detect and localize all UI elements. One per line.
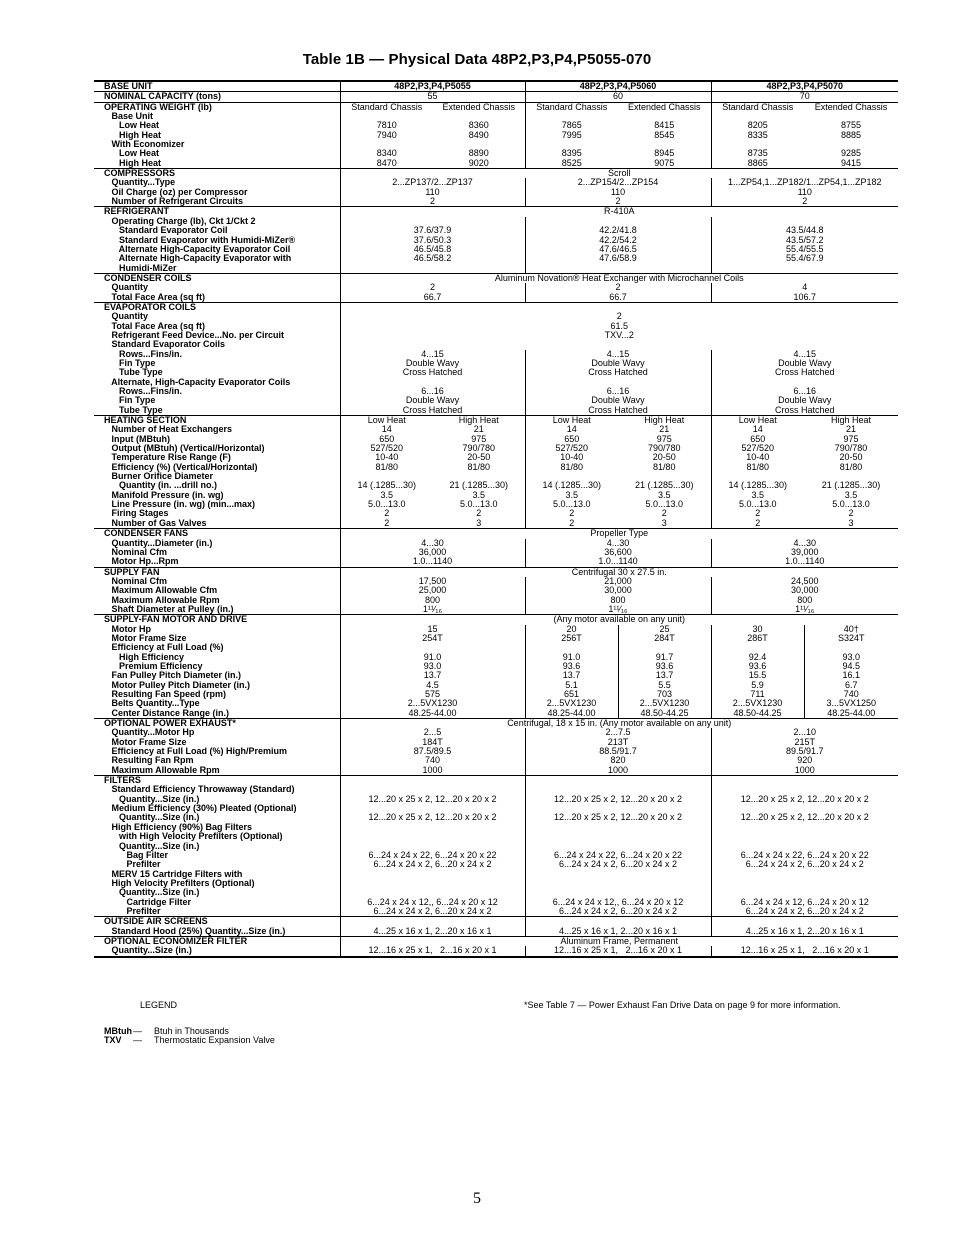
table-row: [94, 917, 898, 937]
row-label: FILTERS Standard Efficiency Throwaway (Standard) Quantity...Size (in.) Medium Efficiency (30%) Pleated (Optional) Quantity...Size (in.) High Efficiency (90%) Bag Filters with High Velocity Prefilters (Optional) Quantity...Size (in.) Bag Filter Prefilter MERV 15 Cartridge Filters with High Velocity Prefilters (Optional) Quantity...Size (in.) Cartridge Filter Prefilter: [94, 776, 340, 917]
unit-value: 12...16 x 25 x 1, 2...16 x 20 x 1: [340, 946, 525, 956]
unit-value: 4...30 39,000 1.0...1140: [711, 539, 898, 568]
unit-value: Standard Chassis 7865 7995 8395 8525: [525, 102, 618, 168]
table-row: [94, 719, 898, 729]
unit-value: 21,000 30,000 800 1¹¹⁄₁₆: [525, 577, 711, 615]
unit-value: 70: [711, 92, 898, 102]
row-label: CONDENSER COILS: [94, 273, 340, 283]
table-title: Table 1B — Physical Data 48P2,P3,P4,P5055-070: [302, 51, 652, 68]
unit-value: 4...25 x 16 x 1, 2...20 x 16 x 1: [711, 917, 898, 937]
row-label: Rows...Fins/in. Fin Type Tube Type Alternate, High-Capacity Evaporator Coils Rows...Fins/in. Fin Type Tube Type: [111, 349, 291, 415]
row-label: BASE UNIT: [94, 81, 340, 92]
unit-value: 42.2/41.8 42.2/54.2 47.6/46.5 47.6/58.9: [525, 217, 711, 274]
unit-value: Low Heat 14 650 527/520 10-40 81/80 14 (.1285...30) 3.5 5.0...13.0 2 2: [525, 416, 618, 529]
table-row: [94, 217, 898, 274]
row-label: Quantity...Size (in.): [94, 946, 340, 956]
spanning-value: Aluminum Novation® Heat Exchanger with Microchannel Coils: [340, 273, 898, 283]
spanning-value: Scroll: [340, 169, 898, 179]
unit-value: 4 106.7: [711, 283, 898, 302]
legend-abbreviation: TXV: [104, 1034, 122, 1045]
row-label: SUPPLY FAN: [94, 567, 340, 577]
table-row: [94, 178, 898, 207]
row-label: Motor Hp Motor Frame Size Efficiency at Full Load (%) High Efficiency Premium Efficiency Fan Pulley Pitch Diameter (in.) Motor Pulley Pitch Diameter (in.) Resulting Fan Speed (rpm) Belts Quantity...Type Center Distance Range (in.): [111, 624, 251, 718]
unit-value: 2 66.7: [525, 283, 711, 302]
unit-value: 2...5 184T 87.5/89.5 740 1000: [340, 728, 525, 775]
row-label: REFRIGERANT: [94, 207, 340, 217]
power-exhaust-footnote: *See Table 7 — Power Exhaust Fan Drive Data on page 9 for more information.: [524, 1000, 841, 1010]
spanning-value: Centrifugal, 18 x 15 in. (Any motor available on any unit): [340, 719, 898, 729]
unit-value: 4...25 x 16 x 1, 2...20 x 16 x 1: [340, 917, 525, 937]
row-label: OUTSIDE AIR SCREENS Standard Hood (25%) Quantity...Size (in.): [94, 917, 340, 937]
row-label: EVAPORATOR COILS Quantity Total Face Area (sq ft) Refrigerant Feed Device...No. per Circuit Standard Evaporator Coils: [94, 302, 340, 349]
unit-value: 4...15 Double Wavy Cross Hatched 6...16 Double Wavy Cross Hatched: [525, 350, 711, 416]
unit-value: 4...30 36,600 1.0...1140: [525, 539, 711, 568]
page-number: 5: [473, 1190, 481, 1207]
row-label: OPERATING WEIGHT (lb) Base Unit Low Heat High Heat With Economizer Low Heat High Heat: [94, 102, 340, 168]
row-label: HEATING SECTION Number of Heat Exchangers Input (MBtuh) Output (MBtuh) (Vertical/Horizontal) Temperature Rise Range (F) Efficiency (%) (Vertical/Horizontal) Burner Orifice Diameter Quantity (in. ...drill no.) Manifold Pressure (in. wg) Line Pressure (in. wg) (min...max) Firing Stages Number of Gas Valves: [94, 416, 340, 529]
table-row: [94, 302, 898, 349]
unit-value: 2...ZP137/2...ZP137 110 2: [340, 178, 525, 207]
unit-value: Low Heat 14 650 527/520 10-40 81/80 14 (.1285...30) 3.5 5.0...13.0 2 2: [711, 416, 804, 529]
unit-value: 30 286T 92.4 93.6 15.5 5.9 711 2...5VX1230 48.50-44.25: [711, 625, 804, 719]
table-row: [94, 577, 898, 615]
spanning-value: Propeller Type: [340, 529, 898, 539]
row-label: COMPRESSORS: [94, 169, 340, 179]
legend-definition: Thermostatic Expansion Valve: [154, 1034, 275, 1045]
legend-abbreviation: MBtuh: [104, 1025, 133, 1036]
table-row: [94, 207, 898, 217]
row-label: Nominal Cfm Maximum Allowable Cfm Maximum Allowable Rpm Shaft Diameter at Pulley (in.): [111, 576, 234, 614]
unit-value: 12...16 x 25 x 1, 2...16 x 20 x 1: [711, 946, 898, 956]
unit-value: 2...10 215T 89.5/91.7 920 1000: [711, 728, 898, 775]
row-label: Quantity...Type Oil Charge (oz) per Compressor Number of Refrigerant Circuits: [111, 178, 248, 207]
unit-value: 12...20 x 25 x 2, 12...20 x 20 x 2 12...20 x 25 x 2, 12...20 x 20 x 2 6...24 x 24 x 22, 6...24 x 20 x 22 6...24 x 24 x 2, 6...20 x 24 x 2 6...24 x 24 x 12,, 6...24 x 20 x 12 6...24 x 24 x 2, 6...20 x 24 x 2: [525, 776, 711, 917]
table-row: [94, 81, 898, 92]
table-row: [94, 539, 898, 568]
unit-value: Low Heat 14 650 527/520 10-40 81/80 14 (.1285...30) 3.5 5.0...13.0 2 2: [340, 416, 433, 529]
table-row: [94, 529, 898, 539]
unit-value: 12...20 x 25 x 2, 12...20 x 20 x 2 12...20 x 25 x 2, 12...20 x 20 x 2 6...24 x 24 x 22, 6...24 x 20 x 22 6...24 x 24 x 2, 6...20 x 24 x 2 6...24 x 24 x 12, 6...24 x 20 x 12 6...24 x 24 x 2, 6...20 x 24 x 2: [711, 776, 898, 917]
unit-value: 4...30 36,000 1.0...1140: [340, 539, 525, 568]
spanning-value: (Any motor available on any unit): [340, 615, 898, 625]
table-row: [94, 92, 898, 102]
legend-item-txv: [94, 1026, 275, 1055]
row-label: SUPPLY-FAN MOTOR AND DRIVE: [94, 615, 340, 625]
legend-dash: —: [133, 1025, 143, 1036]
table-row: [94, 350, 898, 416]
unit-value: Extended Chassis 8360 8490 8890 9020: [433, 102, 525, 168]
spanning-value: 2 61.5 TXV...2: [340, 302, 898, 349]
unit-value: 4...15 Double Wavy Cross Hatched 6...16 Double Wavy Cross Hatched: [340, 350, 525, 416]
unit-value: Standard Chassis 7810 7940 8340 8470: [340, 102, 433, 168]
unit-value: 15 254T 91.0 93.0 13.7 4.5 575 2...5VX1230 48.25-44.00: [340, 625, 525, 719]
unit-value: 25 284T 91.7 93.6 13.7 5.5 703 2...5VX1230 48.50-44.25: [618, 625, 711, 719]
spanning-value: Aluminum Frame, Permanent: [340, 936, 898, 946]
spanning-value: Centrifugal 30 x 27.5 in.: [340, 567, 898, 577]
table-row: [94, 615, 898, 625]
unit-value: Extended Chassis 8755 8885 9285 9415: [804, 102, 898, 168]
unit-value: High Heat 21 975 790/780 20-50 81/80 21 (.1285...30) 3.5 5.0...13.0 2 3: [433, 416, 525, 529]
unit-value: 2 66.7: [340, 283, 525, 302]
table-row: [94, 273, 898, 283]
unit-value: 12...16 x 25 x 1, 2...16 x 20 x 1: [525, 946, 711, 956]
unit-value: 4...15 Double Wavy Cross Hatched 6...16 Double Wavy Cross Hatched: [711, 350, 898, 416]
table-row: [94, 728, 898, 775]
unit-value: 1...ZP54,1...ZP182/1...ZP54,1...ZP182 110 2: [711, 178, 898, 207]
row-label: OPTIONAL ECONOMIZER FILTER: [94, 936, 340, 946]
unit-value: 60: [525, 92, 711, 102]
physical-data-table: [94, 80, 898, 958]
unit-value: 4...25 x 16 x 1, 2...20 x 16 x 1: [525, 917, 711, 937]
unit-value: 2...7.5 213T 88.5/91.7 820 1000: [525, 728, 711, 775]
table-row: [94, 625, 898, 719]
unit-value: 43.5/44.8 43.5/57.2 55.4/55.5 55.4/67.9: [711, 217, 898, 274]
unit-value: 24,500 30,000 800 1¹¹⁄₁₆: [711, 577, 898, 615]
unit-value: 55: [340, 92, 525, 102]
unit-value: 2...ZP154/2...ZP154 110 2: [525, 178, 711, 207]
unit-value: 37.6/37.9 37.6/50.3 46.5/45.8 46.5/58.2: [340, 217, 525, 274]
unit-value: 40† S324T 93.0 94.5 16.1 6.7 740 3...5VX1250 48.25-44.00: [804, 625, 898, 719]
row-label: CONDENSER FANS: [94, 529, 340, 539]
unit-value: Standard Chassis 8205 8335 8735 8865: [711, 102, 804, 168]
table-row: [94, 283, 898, 302]
row-label: Quantity Total Face Area (sq ft): [111, 283, 206, 302]
row-label: Operating Charge (lb), Ckt 1/Ckt 2 Standard Evaporator Coil Standard Evaporator with Humidi-MiZer® Alternate High-Capacity Evaporator Coil Alternate High-Capacity Evaporator with Humidi-MiZer: [111, 216, 296, 273]
legend-title: LEGEND: [140, 1000, 178, 1010]
unit-value: Extended Chassis 8415 8545 8945 9075: [618, 102, 711, 168]
unit-value: 12...20 x 25 x 2, 12...20 x 20 x 2 12...20 x 25 x 2, 12...20 x 20 x 2 6...24 x 24 x 22, 6...24 x 20 x 22 6...24 x 24 x 2, 6...20 x 24 x 2 6...24 x 24 x 12,, 6...24 x 20 x 12 6...24 x 24 x 2, 6...20 x 24 x 2: [340, 776, 525, 917]
unit-value: High Heat 21 975 790/780 20-50 81/80 21 (.1285...30) 3.5 5.0...13.0 2 3: [804, 416, 898, 529]
table-row: [94, 946, 898, 956]
row-label: Quantity...Motor Hp Motor Frame Size Efficiency at Full Load (%) High/Premium Resulting Fan Rpm Maximum Allowable Rpm: [111, 728, 288, 775]
legend-definition: Btuh in Thousands: [154, 1025, 229, 1036]
unit-value: 20 256T 91.0 93.6 13.7 5.1 651 2...5VX1230 48.25-44.00: [525, 625, 618, 719]
unit-value: 17,500 25,000 800 1¹¹⁄₁₆: [340, 577, 525, 615]
unit-value: High Heat 21 975 790/780 20-50 81/80 21 (.1285...30) 3.5 5.0...13.0 2 3: [618, 416, 711, 529]
legend-dash: —: [133, 1034, 143, 1045]
table-row: [94, 776, 898, 917]
unit-value: 48P2,P3,P4,P5055: [340, 81, 525, 92]
spanning-value: R-410A: [340, 207, 898, 217]
table-row: [94, 102, 898, 168]
unit-value: 48P2,P3,P4,P5060: [525, 81, 711, 92]
unit-value: 48P2,P3,P4,P5070: [711, 81, 898, 92]
row-label: OPTIONAL POWER EXHAUST*: [94, 719, 340, 729]
row-label: NOMINAL CAPACITY (tons): [94, 92, 340, 102]
row-label: Quantity...Diameter (in.) Nominal Cfm Motor Hp...Rpm: [111, 538, 213, 567]
table-row: [94, 567, 898, 577]
table-row: [94, 169, 898, 179]
table-row: [94, 936, 898, 946]
table-row: [94, 416, 898, 529]
